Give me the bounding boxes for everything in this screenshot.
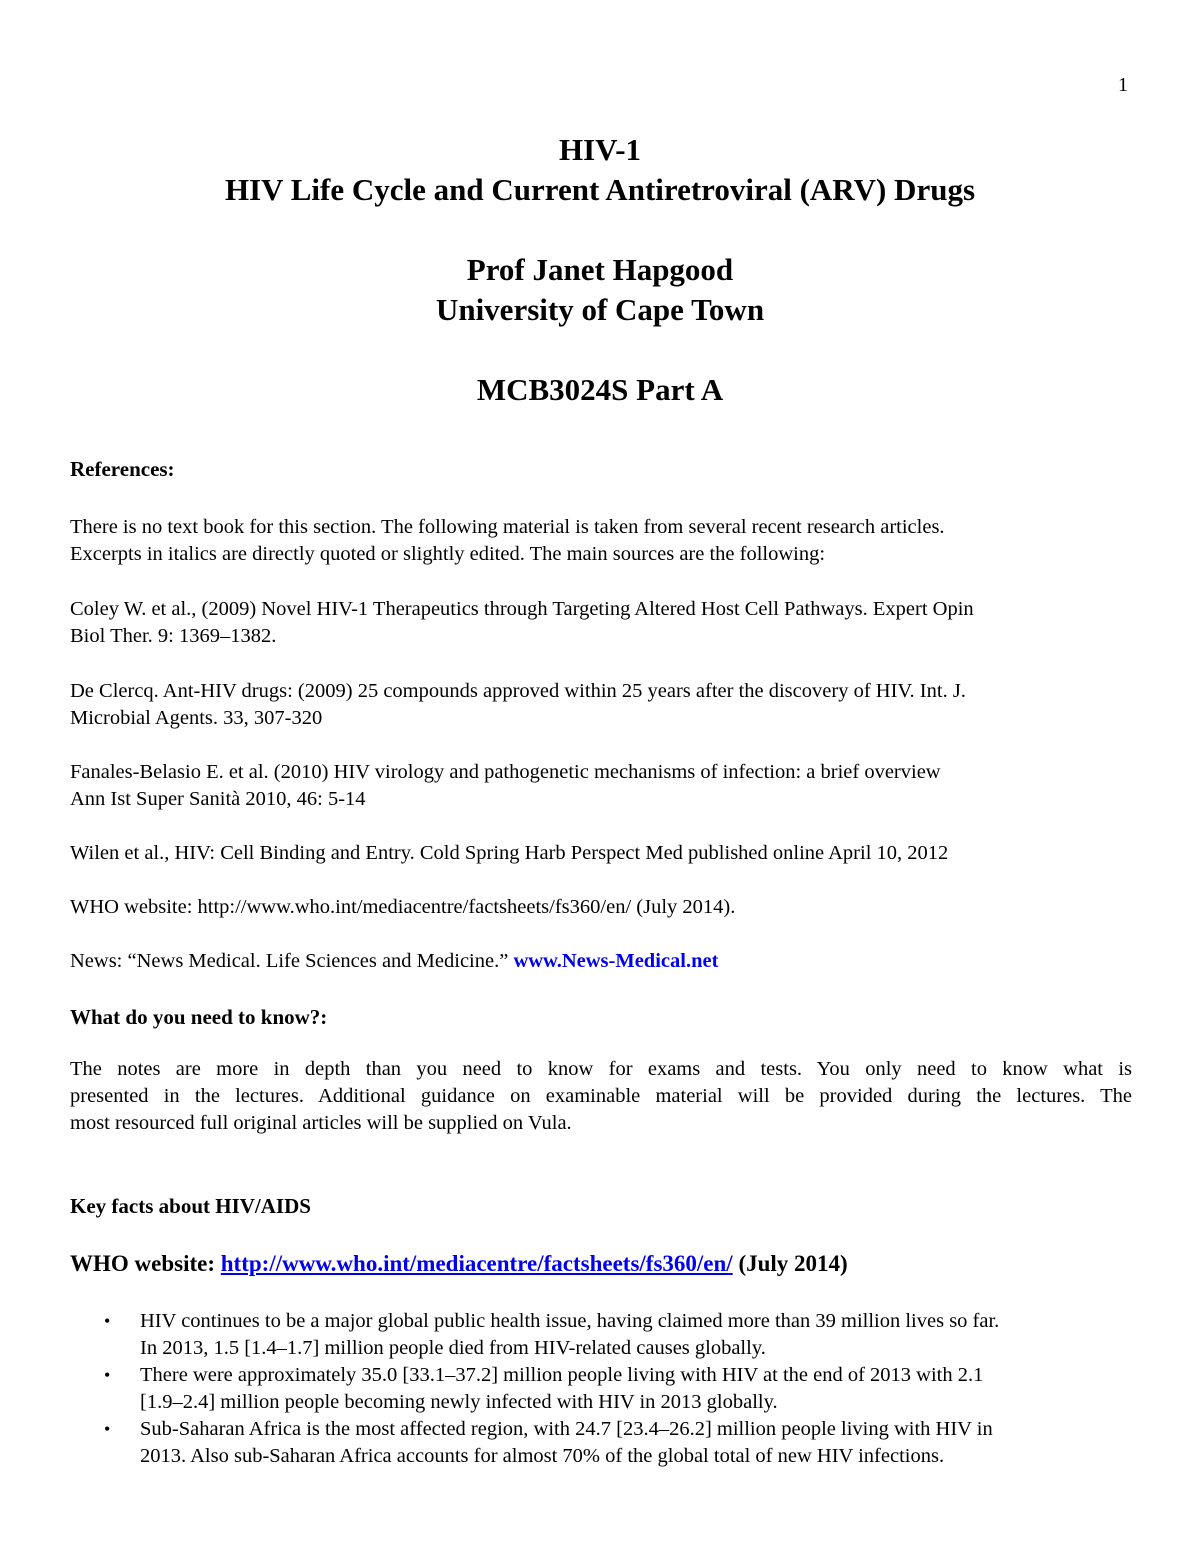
bullet-list	[70, 1308, 1132, 1470]
who-factsheet-link[interactable]: http://www.who.int/mediacentre/factsheets/fs360/en/	[220, 1251, 733, 1276]
list-item	[70, 1362, 1132, 1416]
bullet-line: In 2013, 1.5 [1.4–1.7] million people died from HIV-related causes globally.	[140, 1337, 766, 1359]
title-line-2: HIV Life Cycle and Current Antiretroviral (ARV) Drugs	[224, 172, 976, 207]
author-name: Prof Janet Hapgood	[466, 252, 734, 287]
key-facts-list	[70, 1308, 1132, 1470]
reference-line: Biol Ther. 9: 1369–1382.	[70, 625, 277, 647]
reference-line: WHO website: http://www.who.int/mediacentre/factsheets/fs360/en/ (July 2014).	[70, 896, 736, 918]
key-facts-heading: Key facts about HIV/AIDS	[70, 1194, 311, 1218]
reference-line: Microbial Agents. 33, 307-320	[70, 707, 323, 729]
references-intro-line-1: There is no text book for this section. The following material is taken from several recent research articles.	[70, 516, 945, 538]
references-heading: References:	[70, 457, 175, 481]
paragraph-line: most resourced full original articles will be supplied on Vula.	[70, 1112, 572, 1134]
references-intro	[70, 514, 1132, 568]
reference-item	[70, 840, 1132, 867]
bullet-line: There were approximately 35.0 [33.1–37.2] million people living with HIV at the end of 2013 with 2.1	[140, 1364, 984, 1386]
bullet-icon: •	[104, 1311, 111, 1331]
reference-item	[70, 894, 1132, 921]
author-block	[0, 250, 1200, 330]
institution-name: University of Cape Town	[435, 292, 765, 327]
news-text: News: “News Medical. Life Sciences and Medicine.”	[70, 950, 514, 972]
news-reference	[70, 948, 1132, 975]
reference-line: Coley W. et al., (2009) Novel HIV-1 Therapeutics through Targeting Altered Host Cell Pathways. Expert Opin	[70, 598, 974, 620]
who-website-line	[70, 1250, 1132, 1279]
list-item	[70, 1308, 1132, 1362]
reference-line: Fanales-Belasio E. et al. (2010) HIV virology and pathogenetic mechanisms of infection: a brief overview	[70, 761, 941, 783]
reference-line: Ann Ist Super Sanità 2010, 46: 5-14	[70, 788, 366, 810]
who-date: (July 2014)	[732, 1251, 848, 1276]
bullet-icon: •	[104, 1419, 111, 1439]
bullet-icon: •	[104, 1365, 111, 1385]
reference-item	[70, 678, 1132, 732]
paragraph-line: The notes are more in depth than you need to know for exams and tests. You only need to know what is	[70, 1058, 1132, 1080]
reference-line: De Clercq. Ant-HIV drugs: (2009) 25 compounds approved within 25 years after the discovery of HIV. Int. J.	[70, 680, 966, 702]
bullet-line: HIV continues to be a major global public health issue, having claimed more than 39 million lives so far.	[140, 1310, 1000, 1332]
title-line-1: HIV-1	[558, 132, 642, 167]
title-block	[0, 130, 1200, 210]
page-number: 1	[1118, 74, 1128, 96]
need-to-know-heading: What do you need to know?:	[70, 1005, 328, 1029]
news-medical-link[interactable]: www.News-Medical.net	[513, 950, 719, 972]
course-code: MCB3024S Part A	[476, 372, 724, 407]
reference-line: Wilen et al., HIV: Cell Binding and Entry. Cold Spring Harb Perspect Med published online April 10, 2012	[70, 842, 949, 864]
references-intro-line-2: Excerpts in italics are directly quoted or slightly edited. The main sources are the following:	[70, 543, 826, 565]
reference-item	[70, 596, 1132, 650]
bullet-line: [1.9–2.4] million people becoming newly infected with HIV in 2013 globally.	[140, 1391, 778, 1413]
paragraph-line: presented in the lectures. Additional guidance on examinable material will be provided during the lectures. The	[70, 1085, 1132, 1107]
need-to-know-paragraph	[70, 1056, 1132, 1137]
who-label: WHO website:	[70, 1251, 221, 1276]
list-item	[70, 1416, 1132, 1470]
bullet-line: Sub-Saharan Africa is the most affected region, with 24.7 [23.4–26.2] million people living with HIV in	[140, 1418, 993, 1440]
reference-item	[70, 759, 1132, 813]
bullet-line: 2013. Also sub-Saharan Africa accounts for almost 70% of the global total of new HIV infections.	[140, 1445, 945, 1467]
